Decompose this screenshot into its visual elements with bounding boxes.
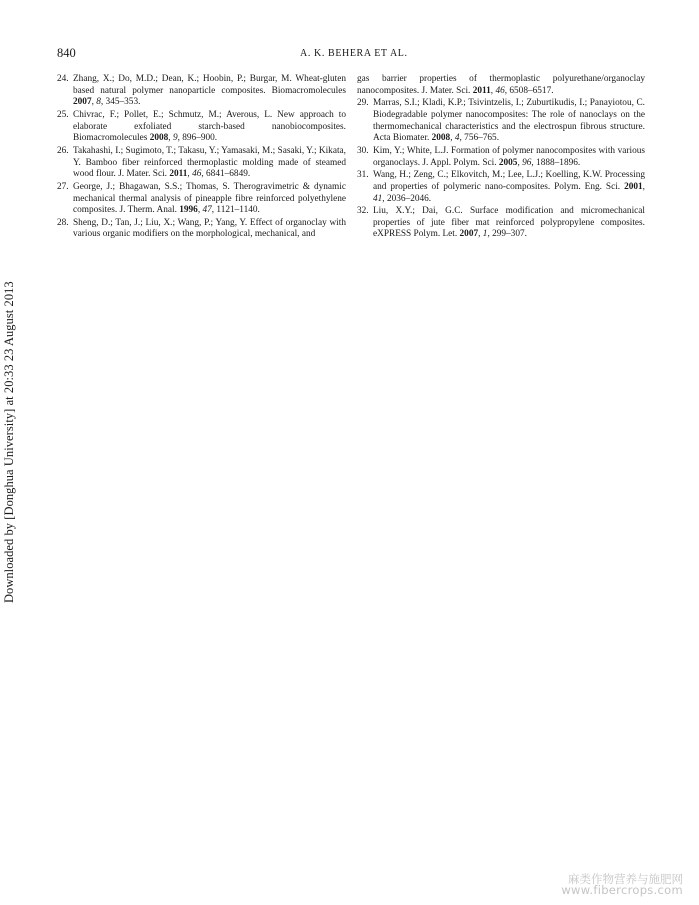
reference-28-continuation: gas barrier properties of thermoplastic polyurethane/organoclay nanocomposites. J. Mater. Sci. 2011, 46, 6508–6517.: [357, 74, 645, 96]
reference-number: 27.: [57, 181, 69, 192]
reference-number: 28.: [57, 217, 69, 228]
download-side-note: Downloaded by [Donghua University] at 20:33 23 August 2013: [2, 281, 16, 603]
watermark-url: www.fibercrops.com: [561, 883, 683, 897]
reference-number: 24.: [57, 74, 69, 84]
reference-28: 28. Sheng, D.; Tan, J.; Liu, X.; Wang, P.; Yang, Y. Effect of organoclay with various organic modifiers on the morphological, mechanical, and: [57, 217, 346, 240]
page-number: 840: [57, 46, 76, 60]
right-reference-column: [357, 74, 645, 242]
reference-number: 31.: [357, 170, 369, 181]
running-head: A. K. BEHERA ET AL.: [300, 48, 408, 59]
reference-29: 29. Marras, S.I.; Kladi, K.P.; Tsivintzelis, I.; Zuburtikudis, I.; Panayiotou, C. Biodegradable polymer nanocomposites: The role of nanoclays on the thermomechanical characteristics and the electrospun fibrous structure. Acta Biomater. 2008, 4, 756–765.: [357, 98, 645, 144]
reference-24: 24. Zhang, X.; Do, M.D.; Dean, K.; Hoobin, P.; Burgar, M. Wheat-gluten based natural polymer nanoparticle composites. Biomacromolecules 2007, 8, 345–353.: [57, 74, 346, 108]
reference-number: 29.: [357, 98, 369, 109]
reference-30: 30. Kim, Y.; White, L.J. Formation of polymer nanocomposites with various organoclays. J. Appl. Polym. Sci. 2005, 96, 1888–1896.: [357, 145, 645, 168]
site-watermark: [561, 874, 683, 896]
reference-31: 31. Wang, H.; Zeng, C.; Elkovitch, M.; Lee, L.J.; Koelling, K.W. Processing and properties of polymeric nano-composites. Polym. Eng. Sci. 2001, 41, 2036–2046.: [357, 170, 645, 204]
left-reference-column: [57, 74, 346, 242]
reference-number: 32.: [357, 206, 369, 217]
reference-26: 26. Takahashi, I.; Sugimoto, T.; Takasu, Y.; Yamasaki, M.; Sasaki, Y.; Kikata, Y. Bamboo fiber reinforced thermoplastic molding made of steamed wood flour. J. Mater. Sci. 2011, 46, 6841–6849.: [57, 145, 346, 180]
reference-27: 27. George, J.; Bhagawan, S.S.; Thomas, S. Therogravimetric & dynamic mechanical thermal analysis of pineapple fibre reinforced polyethylene composites. J. Therm. Anal. 1996, 47, 1121–1140.: [57, 181, 346, 216]
reference-number: 26.: [57, 145, 69, 156]
reference-32: 32. Liu, X.Y.; Dai, G.C. Surface modification and micromechanical properties of jute fiber mat reinforced polypropylene composites. eXPRESS Polym. Let. 2007, 1, 299–307.: [357, 206, 645, 240]
watermark-chinese-text: 麻类作物营养与施肥网: [568, 872, 683, 886]
reference-25: 25. Chivrac, F.; Pollet, E.; Schmutz, M.; Averous, L. New approach to elaborate exfoliated starch-based nanobiocomposites. Biomacromolecules 2008, 9, 896–900.: [57, 109, 346, 144]
reference-number: 30.: [357, 145, 369, 156]
reference-number: 25.: [57, 109, 69, 120]
